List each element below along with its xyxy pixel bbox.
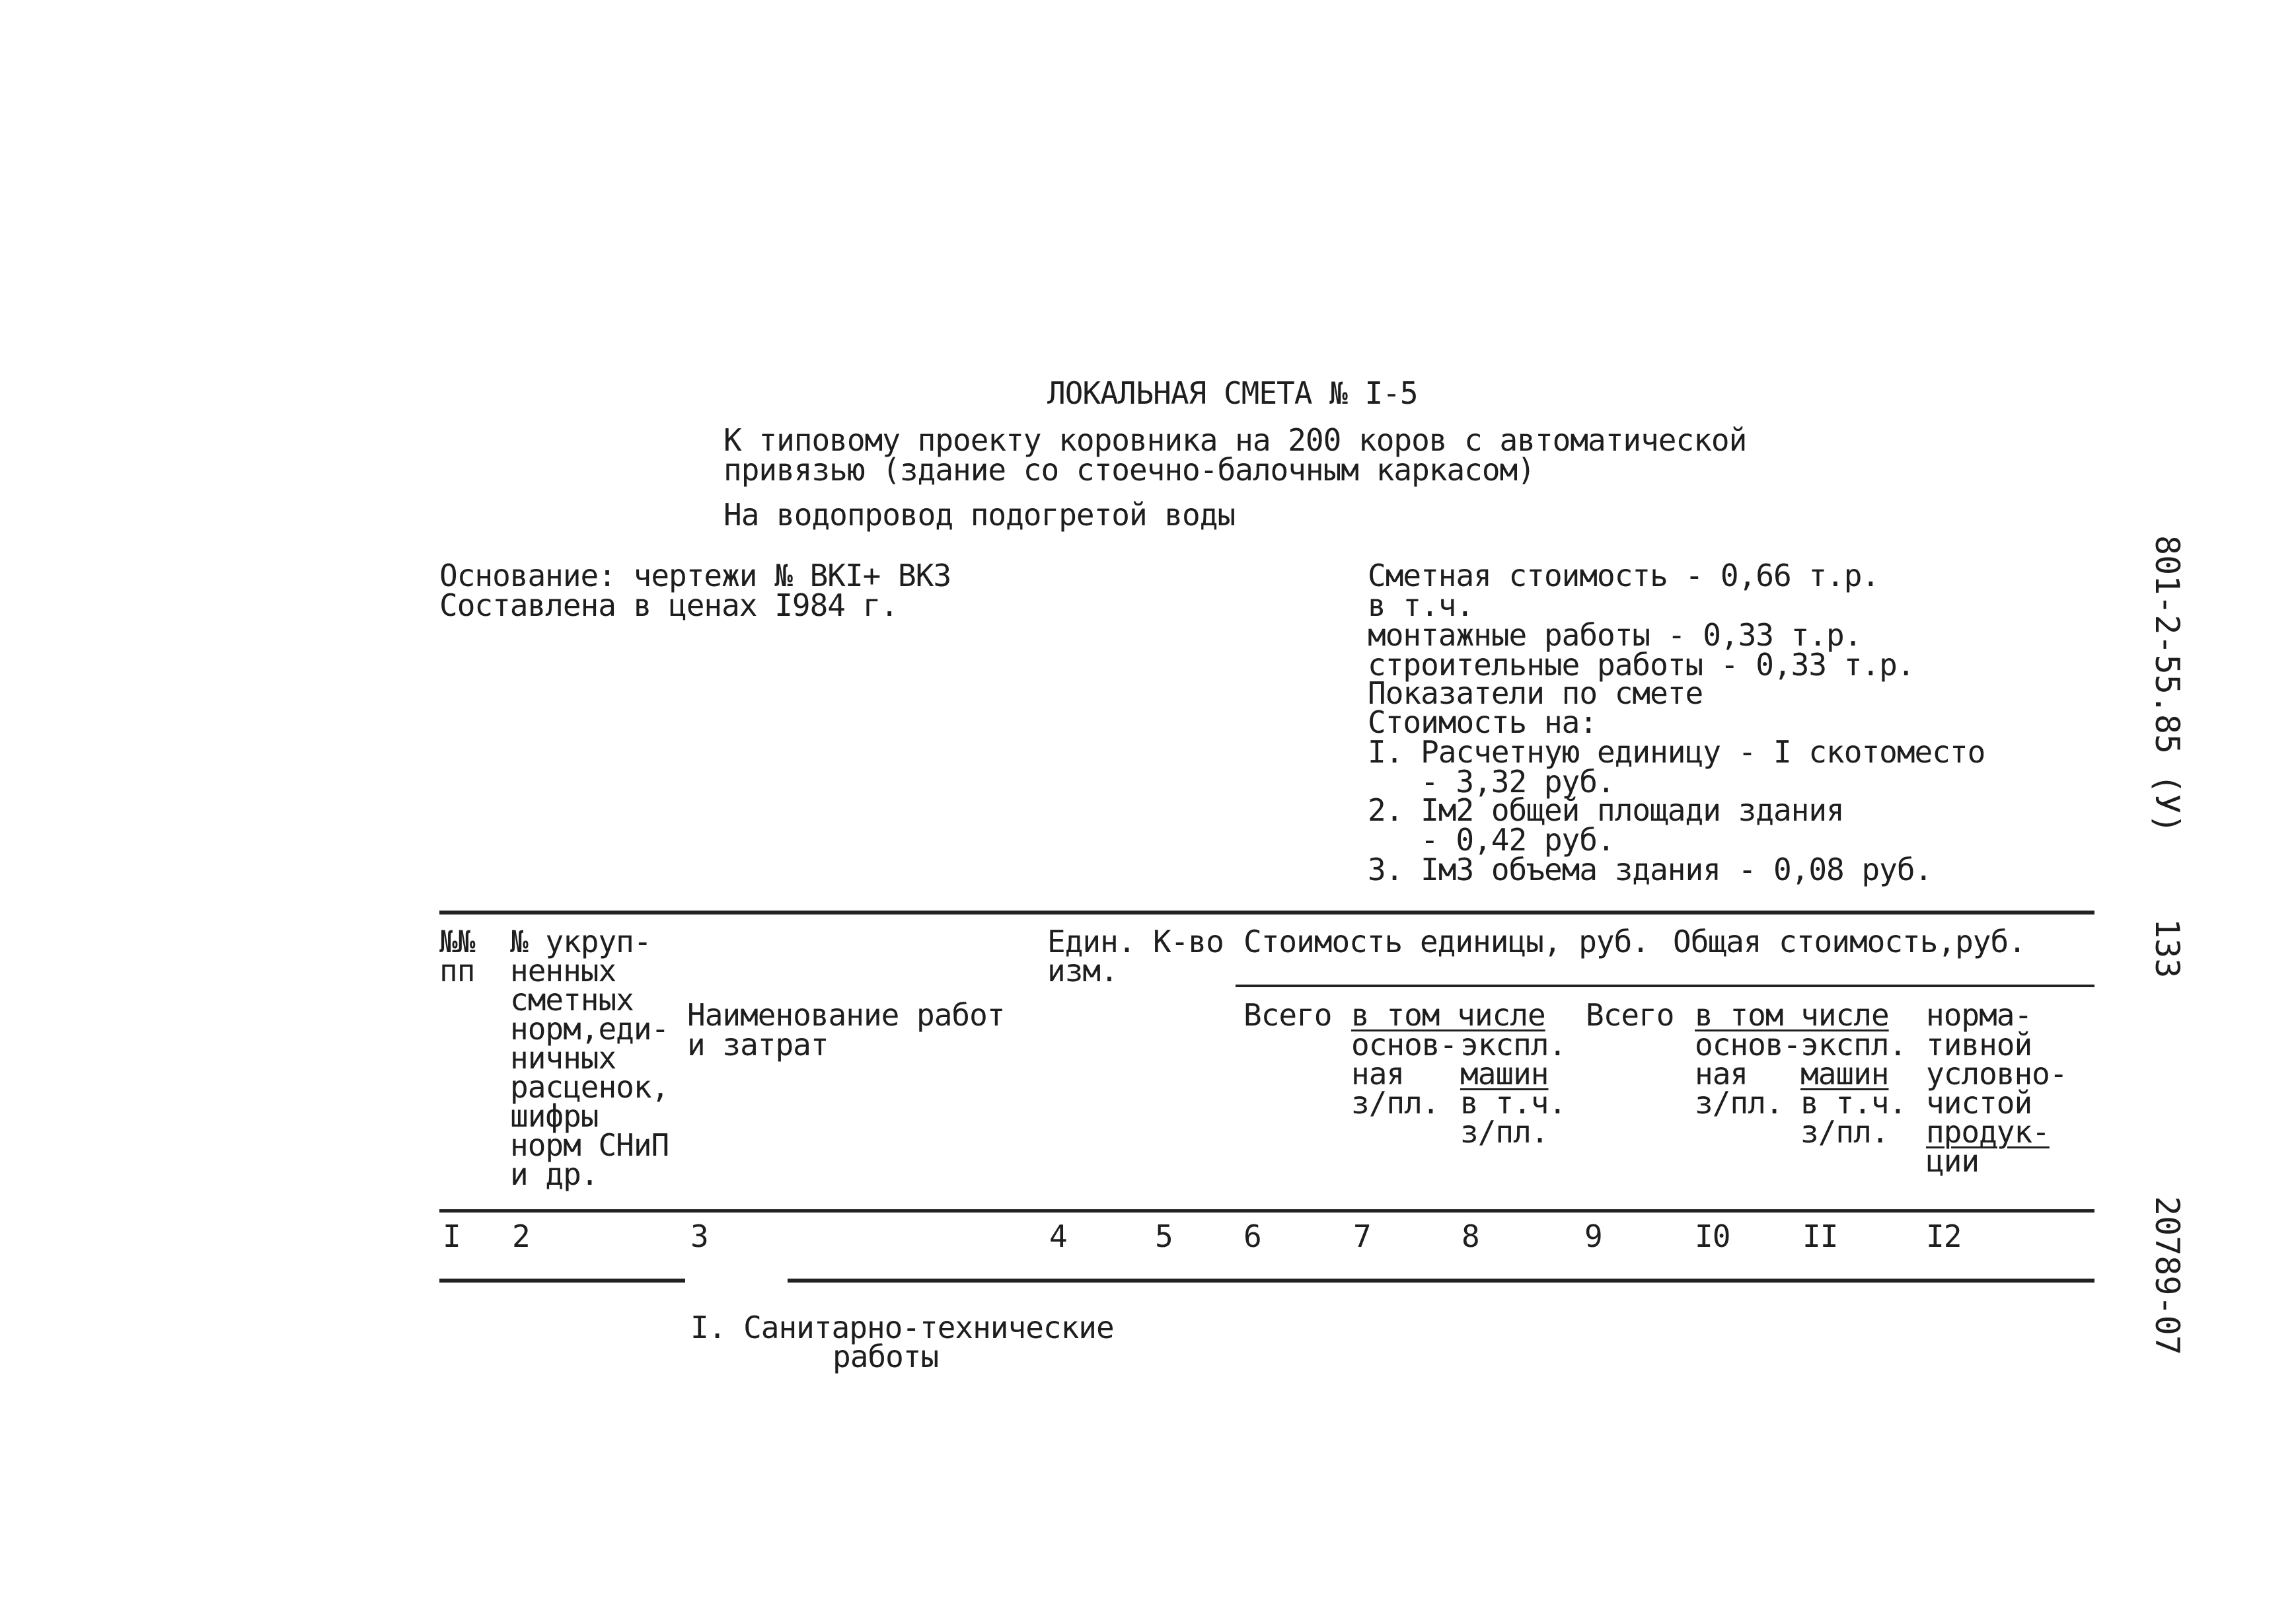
unit-basic-l2: ная <box>1351 1056 1405 1092</box>
col2-header-l2: ненных <box>510 953 616 989</box>
col-number: I0 <box>1695 1218 1730 1254</box>
sum-basic-l2: ная <box>1695 1056 1748 1092</box>
sum-total-header: Всего <box>1586 997 1674 1033</box>
cost-per-unit: I. Расчетную единицу - I скотоместо <box>1368 734 1985 770</box>
unit-mach-l1: экспл. <box>1460 1027 1567 1063</box>
margin-project-code: 801-2-55.85 (У) <box>2148 535 2186 834</box>
col2-header-l9: и др. <box>510 1156 599 1192</box>
object-name: На водопровод подогретой воды <box>723 497 1236 533</box>
col1-header-line2: пп <box>439 953 475 989</box>
col-number: I2 <box>1926 1218 1962 1254</box>
col-number: I <box>443 1218 461 1254</box>
numbers-rule-left <box>439 1279 685 1283</box>
cost-per-m3: 3. Iм3 объема здания - 0,08 руб. <box>1368 852 1933 887</box>
col-number: II <box>1802 1218 1838 1254</box>
table-top-rule <box>439 911 2094 915</box>
margin-doc-number: 20789-07 <box>2148 1196 2186 1355</box>
col12-header-l2: тивной <box>1926 1027 2032 1063</box>
header-bottom-rule <box>439 1209 2094 1213</box>
basis-line-1: Основание: чертежи № ВКI+ ВК3 <box>439 558 951 593</box>
cost-total: Сметная стоимость - 0,66 т.р. <box>1368 558 1880 593</box>
project-line-1: К типовому проекту коровника на 200 коров с автоматической <box>723 422 1747 458</box>
unit-total-header: Всего <box>1243 997 1332 1033</box>
col12-header-l6: ции <box>1926 1143 1980 1179</box>
sum-mach-l2: машин <box>1800 1056 1889 1092</box>
cost-per-m2-value: - 0,42 руб. <box>1421 822 1615 858</box>
col2-header-l1: № укруп- <box>510 924 651 959</box>
col2-header-l8: норм СНиП <box>510 1127 669 1163</box>
cost-per-m2: 2. Iм2 общей площади здания <box>1368 792 1844 828</box>
document-title: ЛОКАЛЬНАЯ СМЕТА № I-5 <box>1047 375 1418 411</box>
cost-per-heading: Стоимость на: <box>1368 704 1598 740</box>
unit-basic-l3: з/пл. <box>1351 1085 1440 1121</box>
unit-cost-header: Стоимость единицы, руб. <box>1243 924 1649 959</box>
sum-basic-l3: з/пл. <box>1695 1085 1783 1121</box>
col-number: 3 <box>690 1218 708 1254</box>
cost-mounting: монтажные работы - 0,33 т.р. <box>1368 617 1862 653</box>
col3-header-l1: Наименование работ <box>687 997 1005 1033</box>
sum-mach-l3: в т.ч. <box>1800 1085 1907 1121</box>
col12-header-l1: норма- <box>1926 997 2032 1033</box>
col-number: 9 <box>1584 1218 1602 1254</box>
col2-header-l4: норм,еди- <box>510 1011 669 1047</box>
col-number: 2 <box>512 1218 530 1254</box>
col-number: 5 <box>1155 1218 1173 1254</box>
col4-header-l2: изм. <box>1047 953 1118 989</box>
indicators-heading: Показатели по смете <box>1368 675 1703 711</box>
unit-basic-l1: основ- <box>1351 1027 1458 1063</box>
col2-header-l6: расценок, <box>510 1069 669 1105</box>
section-title-line2: работы <box>833 1339 939 1374</box>
cost-incl: в т.ч. <box>1368 587 1474 623</box>
col2-header-l5: ничных <box>510 1040 616 1076</box>
col1-header-line1: №№ <box>439 924 475 959</box>
col-number: 6 <box>1243 1218 1261 1254</box>
total-cost-header: Общая стоимость,руб. <box>1673 924 2026 959</box>
col3-header-l2: и затрат <box>687 1027 829 1063</box>
section-title-line1: I. Санитарно-технические <box>690 1310 1114 1345</box>
sum-incl-header: в том числе <box>1695 997 1889 1033</box>
unit-mach-l4: з/пл. <box>1460 1114 1549 1150</box>
col2-header-l3: сметных <box>510 982 634 1018</box>
col2-header-l7: шифры <box>510 1098 599 1134</box>
sum-mach-l1: экспл. <box>1800 1027 1907 1063</box>
col4-header-l1: Един. <box>1047 924 1136 959</box>
sum-mach-l4: з/пл. <box>1800 1114 1889 1150</box>
numbers-rule-right <box>788 1279 2094 1283</box>
unit-mach-l2: машин <box>1460 1056 1549 1092</box>
col12-header-l4: чистой <box>1926 1085 2032 1121</box>
unit-incl-header: в том числе <box>1351 997 1545 1033</box>
cost-group-rule <box>1236 985 2094 987</box>
col5-header: К-во <box>1153 924 1224 959</box>
col-number: 4 <box>1049 1218 1067 1254</box>
cost-construction: строительные работы - 0,33 т.р. <box>1368 647 1915 683</box>
col-number: 7 <box>1353 1218 1371 1254</box>
unit-mach-l3: в т.ч. <box>1460 1085 1567 1121</box>
margin-page-number: 133 <box>2148 918 2186 979</box>
col12-header-l3: условно- <box>1926 1056 2067 1092</box>
col-number: 8 <box>1462 1218 1479 1254</box>
basis-line-2: Составлена в ценах I984 г. <box>439 587 899 623</box>
cost-per-unit-value: - 3,32 руб. <box>1421 764 1615 800</box>
sum-basic-l1: основ- <box>1695 1027 1801 1063</box>
col12-header-l5: продук- <box>1926 1114 2050 1150</box>
project-line-2: привязью (здание со стоечно-балочным каркасом) <box>723 452 1535 488</box>
